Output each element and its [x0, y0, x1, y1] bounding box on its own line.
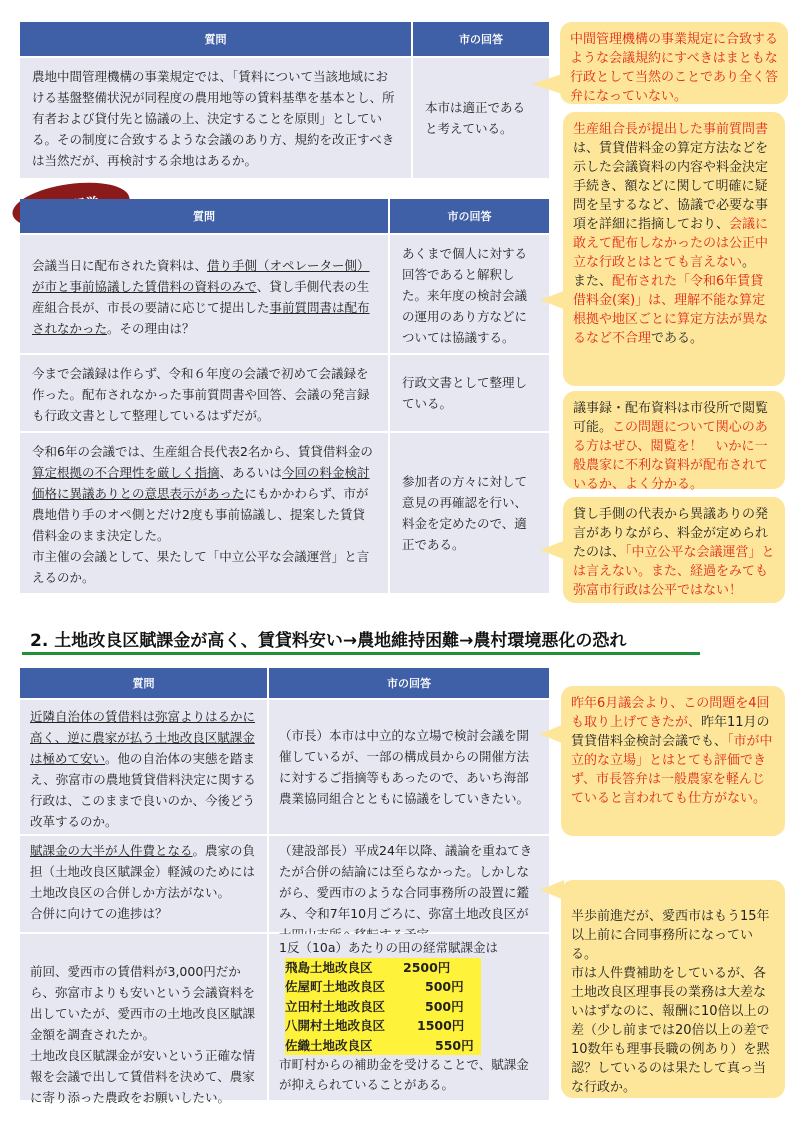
table2-row3-question: 令和6年の会議では、生産組合長代表2名から、賃貸借料金の算定根拠の不合理性を厳しく指摘、あるいは今回の料金検討価格に異議ありとの意思表示があったにもかかわらず、市が農地借り手のオペ側とだけ2度も事前協議し、提案した賃貸借料金のまま決定した。 市主催の会議として、果たして「中立公平な会議運営」と言えるのか。 — [20, 433, 388, 593]
table2-header-question: 質問 — [20, 199, 388, 233]
table1-row1-answer: 本市は適正であると考えている。 — [413, 58, 549, 178]
table3-row1-question: 近隣自治体の賃借料は弥富よりはるかに高く、逆に農家が払う土地改良区賦課金は極めて安い。他の自治体の実態を踏まえ、弥富市の農地賃貸借料決定に関する行政は、このままで良いのか、今後どう改革するのか。 — [20, 700, 267, 834]
section2-title: 2. 土地改良区賦課金が高く、賃貸料安い→農地維持困難→農村環境悪化の恐れ — [30, 631, 627, 651]
table2-header-answer: 市の回答 — [390, 199, 549, 233]
callout-tail — [540, 540, 566, 560]
table2-row2-question: 今まで会議録は作らず、令和６年度の会議で初めて会議録を作った。配布されなかった事前質問書や回答、会議の発言録も行政文書として整理しているはずだが。 — [20, 355, 388, 431]
fee-row: 飛島土地改良区 2500円 — [279, 958, 539, 978]
table3-row3-question: 前回、愛西市の賃借料が3,000円だから、弥富市よりも安いという会議資料を出していたが、愛西市の土地改良区賦課金額を調査されたか。 土地改良区賦課金が安いという正確な情報を会議で出して賃借料を決めて、農家に寄り添った農政をお願いしたい。 — [20, 934, 267, 1100]
section2-underline — [22, 652, 700, 655]
callout-records-comment: 議事録・配布資料は市役所で閲覧可能。この問題について関心のある方はぜひ、閲覧を！ いかに一般農家に不利な資料が配布されているか、よく分かる。 — [563, 391, 785, 489]
table1-header-answer: 市の回答 — [413, 22, 549, 56]
callout-merger-comment: 半歩前進だが、愛西市はもう15年以上前に合同事務所になっている。 市は人件費補助をしているが、各土地改良区理事長の業務は大差ないはずなのに、報酬に10倍以上の差（少し前までは20倍以上の差で10数年も理事長職の例あり）を黙認？しているのは果たして真っ当な行政か。 — [561, 880, 785, 1098]
table1-header-question: 質問 — [20, 22, 411, 56]
callout-prequestion-comment: 生産組合長が提出した事前質問書は、賃貸借料金の算定方法などを示した会議資料の内容や料金決定手続き、額などに関して明確に疑問を呈するなど、協議で必要な事項を詳細に指摘しており、会議に敢えて配布しなかったのは公正中立な行政とはとても言えない。 また、配布された「令和6年賃貸借料金(案)」は、理解不能な算定根拠や地区ごとに算定方法が異なるなど不合理である。 — [563, 112, 785, 386]
fee-intro: 1反（10a）あたりの田の経常賦課金は — [279, 940, 499, 955]
callout-repeated-question-comment: 昨年6月議会より、この問題を4回も取り上げてきたが、昨年11月の賃貸借料金検討会議でも、「市が中立的な立場」とはとても評価できず、市長答弁は一般農家を軽んじていると言われても仕方がない。 — [561, 686, 785, 836]
table3-row2-question: 賦課金の大半が人件費となる。農家の負担（土地改良区賦課金）軽減のためには土地改良区の合併しか方法がない。 合併に向けての進捗は？ — [20, 836, 267, 932]
fee-row: 八開村土地改良区 1500円 — [279, 1016, 539, 1036]
table3-row3-answer — [269, 934, 549, 1100]
table3-row1-answer: （市長）本市は中立的な立場で検討会議を開催しているが、一部の構成員からの開催方法に対するご指摘等もあったので、あいち海部農業協同組合とともに協議をしていきたい。 — [269, 700, 549, 834]
table3-row2-answer: （建設部長）平成24年以降、議論を重ねてきたが合併の結論には至らなかった。しかしながら、愛西市のような合同事務所の設置に鑑み、令和7年10月ごろに、弥富土地改良区が — [269, 836, 549, 932]
table1-row1-question: 農地中間管理機構の事業規定では、「賃料について当該地域における基盤整備状況が同程度の農用地等の賃料基準を基本とし、所有者および貸付先と協議の上、決定することを原則」としている。その制度に合致するような会議のあり方、規約を改正すべきは当然だが、再検討する余地はあるか。 — [20, 58, 411, 178]
fee-row: 佐屋町土地改良区 500円 — [279, 977, 539, 997]
table2-row1-answer: あくまで個人に対する回答であると解釈した。来年度の検討会議の運用のあり方などについては協議する。 — [390, 235, 549, 353]
callout-bylaw-comment: 中間管理機構の事業規定に合致するような会議規約にすべきはまともな行政として当然のことであり全く答弁になっていない。 — [560, 22, 788, 104]
fee-outro: 市町村からの補助金を受けることで、賦課金が抑えられていることがある。 — [279, 1057, 529, 1092]
fee-row: 立田村土地改良区 500円 — [279, 997, 539, 1017]
table2-row3-answer: 参加者の方々に対して意見の再確認を行い、料金を定めたので、適正である。 — [390, 433, 549, 593]
table3-header-question: 質問 — [20, 668, 267, 698]
callout-tail — [540, 880, 564, 900]
fee-row: 佐織土地改良区 550円 — [279, 1036, 539, 1056]
callout-tail — [540, 724, 564, 744]
callout-neutral-meeting-comment: 貸し手側の代表から異議ありの発言がありながら、料金が定められたのは、「中立公平な会議運営」とは言えない。また、経過をみても弥富市行政は公平ではない！ — [563, 497, 785, 603]
callout-tail — [532, 74, 562, 94]
table2-row2-answer: 行政文書として整理している。 — [390, 355, 549, 431]
callout-tail — [540, 290, 566, 310]
table2-row1-question: 会議当日に配布された資料は、借り手側（オペレーター側）が市と事前協議した賃借料の資料のみで、貸し手側代表の生産組合長が、市長の要請に応じて提出した事前質問書は配布されなかった。その理由は？ — [20, 235, 388, 353]
table3-header-answer: 市の回答 — [269, 668, 549, 698]
